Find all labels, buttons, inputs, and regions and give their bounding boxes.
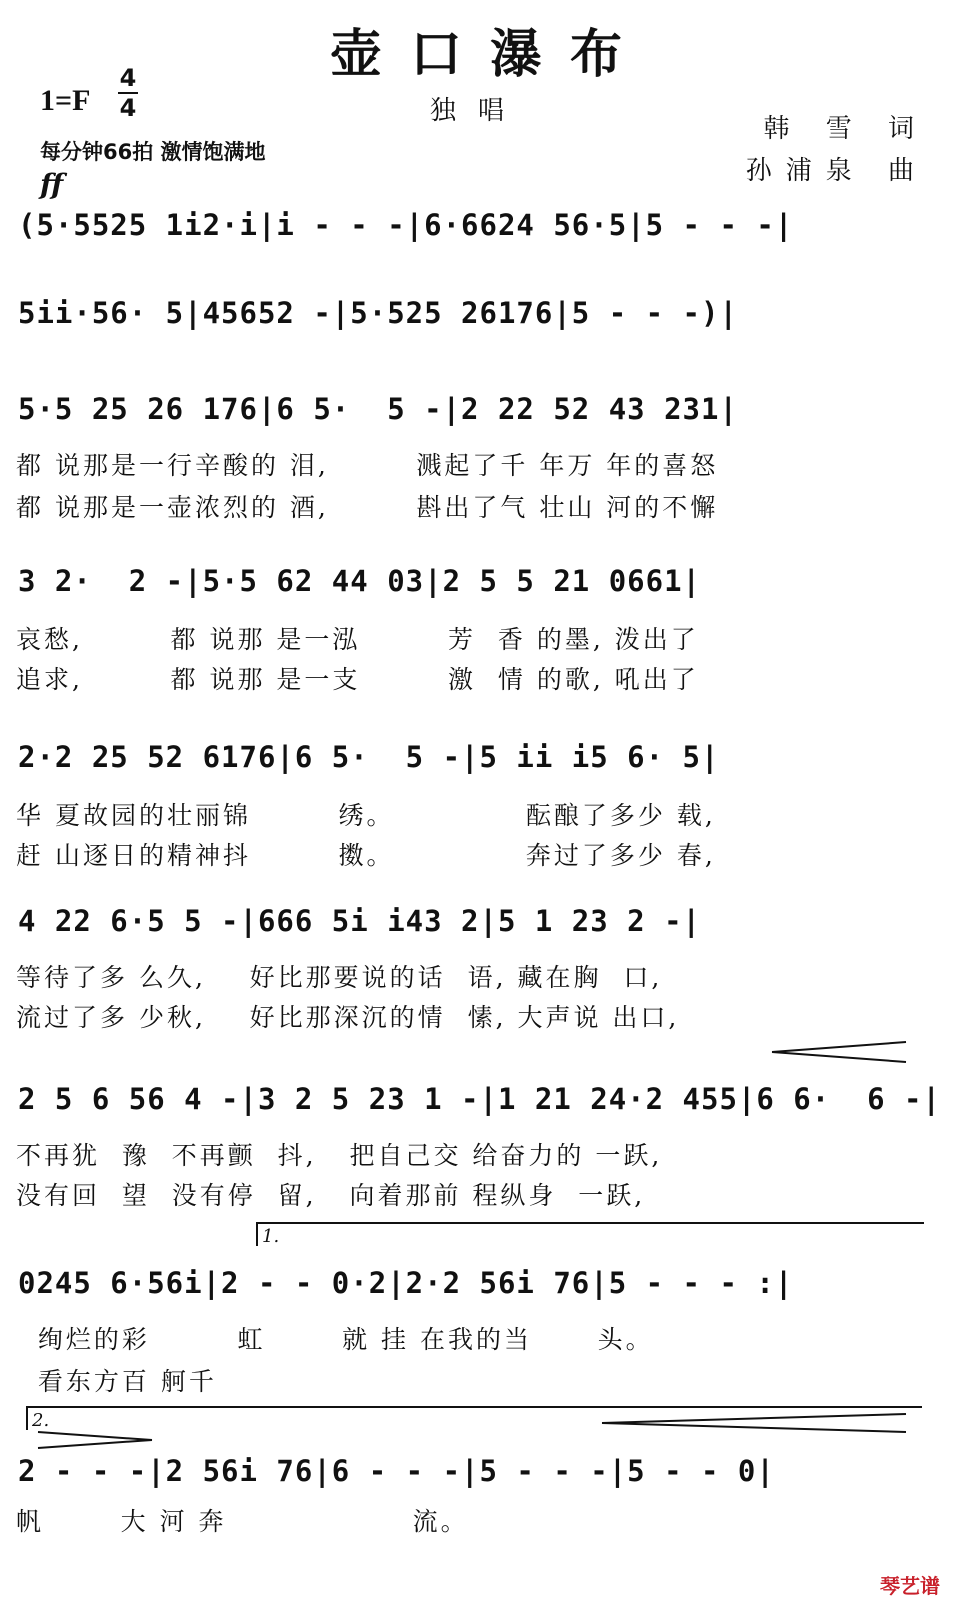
lyric-row-6-verse-2: 流过了多 少秋, 好比那深沉的情 愫, 大声说 出口,	[16, 1003, 680, 1032]
lyric-row-3-verse-1: 都 说那是一行辛酸的 泪, 溅起了千 年万 年的喜怒	[16, 451, 719, 480]
staff-row-9	[18, 1454, 938, 1488]
staff-row-4	[18, 564, 938, 598]
watermark-logo: 琴艺谱	[880, 1574, 940, 1598]
time-signature-bottom: 4	[119, 94, 137, 122]
diminuendo-hairpin	[36, 1430, 156, 1450]
notes-row-4: 3 2· 2 -|5·5 62 44 03|2 5 5 21 0661|	[18, 564, 702, 598]
crescendo-hairpin	[770, 1040, 910, 1064]
notes-row-8: 0245 6·56i|2 - - 0·2|2·2 56i 76|5 - - - :|	[18, 1266, 794, 1300]
notes-row-5: 2·2 25 52 6176|6 5· 5 -|5 ii i5 6· 5|	[18, 740, 720, 774]
staff-row-7	[18, 1082, 941, 1116]
composer-credit: 孙浦泉 曲	[745, 156, 928, 186]
lyric-row-7-verse-2: 没有回 望 没有停 留, 向着那前 程纵身 一跃,	[16, 1181, 646, 1210]
lyric-row-8-verse-2: 看东方百 舸千	[16, 1367, 217, 1396]
staff-row-5	[18, 740, 938, 774]
notes-row-1: (5·5525 1i2·i|i - - -|6·6624 56·5|5 - - -|	[18, 208, 794, 242]
dynamic-marking: ff	[40, 168, 64, 201]
staff-row-1	[18, 208, 938, 242]
lyricist-credit: 韩 雪 词	[763, 114, 928, 144]
lyric-row-5-verse-1: 华 夏故园的壮丽锦 绣。 酝酿了多少 载,	[16, 801, 716, 830]
lyric-row-8-verse-1: 绚烂的彩 虹 就 挂 在我的当 头。	[16, 1325, 654, 1354]
lyric-row-6-verse-1: 等待了多 么久, 好比那要说的话 语, 藏在胸 口,	[16, 963, 663, 992]
time-signature	[116, 64, 140, 122]
notes-row-9: 2 - - -|2 56i 76|6 - - -|5 - - -|5 - - 0|	[18, 1454, 775, 1488]
staff-row-6	[18, 904, 938, 938]
staff-row-2	[18, 296, 938, 330]
song-title: 壶口瀑布	[329, 24, 650, 85]
key-signature: 1=F	[40, 84, 91, 117]
lyric-row-9-verse-1: 帆 大 河 奔 流。	[16, 1507, 469, 1536]
lyric-row-7-verse-1: 不再犹 豫 不再颤 抖, 把自己交 给奋力的 一跃,	[16, 1141, 663, 1170]
performance-type: 独唱	[430, 96, 527, 126]
volta-bracket-1	[256, 1222, 924, 1246]
volta-1-label: 1.	[262, 1226, 280, 1247]
time-signature-top: 4	[119, 64, 137, 92]
staff-row-8	[18, 1266, 938, 1300]
notes-row-3: 5·5 25 26 176|6 5· 5 -|2 22 52 43 231|	[18, 392, 738, 426]
notes-row-6: 4 22 6·5 5 -|666 5i i43 2|5 1 23 2 -|	[18, 904, 702, 938]
crescendo-hairpin-2	[600, 1412, 910, 1434]
staff-row-3	[18, 392, 938, 426]
lyric-row-4-verse-1: 哀愁, 都 说那 是一泓 芳 香 的墨, 泼出了	[16, 625, 699, 654]
lyric-row-4-verse-2: 追求, 都 说那 是一支 激 情 的歌, 吼出了	[16, 665, 699, 694]
notes-row-7: 2 5 6 56 4 -|3 2 5 23 1 -|1 21 24·2 455|6 6· 6 -|	[18, 1082, 941, 1116]
tempo-marking: 每分钟66拍 激情饱满地	[40, 140, 266, 164]
volta-2-label: 2.	[32, 1410, 50, 1431]
notes-row-2: 5ii·56· 5|45652 -|5·525 26176|5 - - -)|	[18, 296, 738, 330]
lyric-row-5-verse-2: 赶 山逐日的精神抖 擞。 奔过了多少 春,	[16, 841, 716, 870]
lyric-row-3-verse-2: 都 说那是一壶浓烈的 酒, 斟出了气 壮山 河的不懈	[16, 493, 719, 522]
